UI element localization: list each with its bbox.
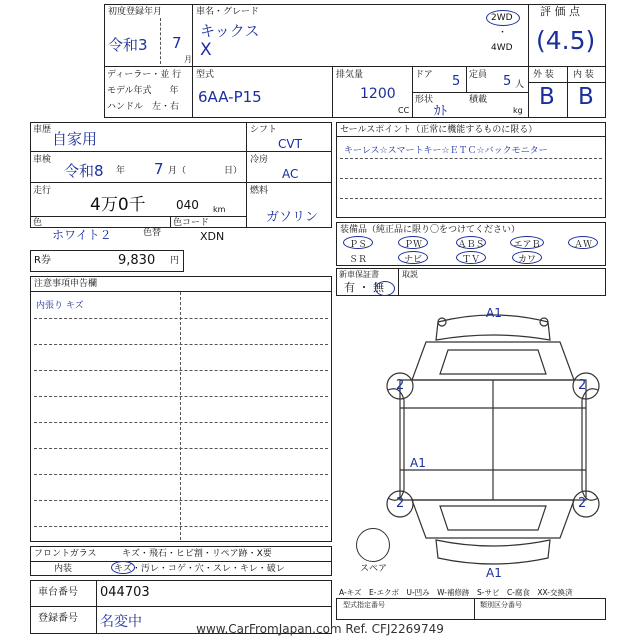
fuel: ガソリン (266, 210, 319, 225)
watermark-footer: www.CarFromJapan.com Ref. CFJ2269749 (196, 622, 444, 636)
interior-cond-label: 内装 (54, 564, 73, 574)
glass-options: キズ・飛石・ヒビ割・リペア跡・X要 (122, 549, 272, 559)
dealer-label: ディーラー・並 行 (107, 70, 182, 80)
eq-abs: ＡＢＳ (457, 240, 485, 250)
chassis-number: 044703 (100, 585, 150, 600)
warranty-value: 有 ・ 無 (344, 281, 384, 294)
car-name-label: 車名・グレード (196, 7, 260, 17)
shift: CVT (278, 137, 302, 151)
spare-label: スペア (360, 564, 388, 574)
km-unit: km (213, 205, 226, 214)
color-label: 色 (33, 218, 43, 228)
tire-rear-right: 2 (578, 496, 587, 511)
ac: AC (282, 167, 299, 181)
eval-score: (4.5) (536, 26, 596, 55)
usage: 自家用 (52, 130, 98, 148)
shape-label: 形状 (415, 95, 434, 105)
eq-tv: ＴＶ (461, 255, 480, 265)
exterior-grade: B (539, 84, 555, 110)
recycle-box (30, 250, 184, 272)
first-reg-month: 7 (172, 34, 182, 52)
warranty-label: 新車保証書 (339, 270, 379, 279)
drive-2wd: 2WD (491, 13, 513, 23)
displacement-label: 排気量 (336, 70, 364, 80)
damage-legend: A-キズ E-エクボ U-凹み W-補修跡 S-サビ C-腐食 XX-交換済 (339, 588, 573, 597)
chassis-label: 車台番号 (38, 587, 78, 598)
drive-4wd: 4WD (491, 43, 513, 53)
header-box (104, 4, 606, 118)
model-code: 6AA-P15 (198, 88, 262, 106)
damage-rear: A1 (486, 566, 502, 580)
eq-leather: カワ (517, 255, 536, 265)
cc-unit: CC (398, 106, 410, 115)
eq-aw: ＡＷ (573, 240, 592, 250)
sales-point-title: セールスポイント（正常に機能するものに限る） (340, 125, 538, 135)
color-change-label: 色替 (143, 228, 162, 238)
first-reg-era: 令和3 (108, 36, 148, 54)
interior-scratch-circle (111, 561, 135, 574)
eq-sr: ＳＲ (348, 255, 367, 265)
eq-pw: ＰＷ (403, 240, 422, 250)
usage-label: 車歴 (33, 125, 52, 135)
mileage: 4万0千 (90, 195, 146, 215)
shift-label: シフト (250, 125, 278, 135)
tire-front-left: 2 (396, 378, 405, 393)
eq-airbag: エアＢ (513, 240, 541, 250)
class-number-label: 類別区分番号 (480, 601, 522, 609)
drive-dot: ・ (498, 28, 508, 38)
interior-label: 内 装 (573, 70, 594, 80)
notes-title: 注意事項申告欄 (34, 279, 98, 289)
capacity: 5 (503, 74, 512, 89)
recycle-value: 9,830 (118, 253, 156, 268)
tire-front-right: 2 (578, 378, 587, 393)
notes-box (30, 276, 332, 542)
color: ホワイト２ (52, 228, 112, 242)
recycle-unit: 円 (170, 256, 180, 266)
displacement: 1200 (360, 86, 396, 102)
damage-side: A1 (410, 456, 426, 470)
interior-grade: B (578, 84, 594, 110)
tire-rear-left: 2 (396, 496, 405, 511)
color-code: XDN (200, 230, 225, 243)
type-spec-label: 型式指定番号 (343, 601, 385, 609)
equipment-title: 装備品（純正品に限り〇をつけてください） (340, 225, 521, 235)
eq-ps: ＰＳ (348, 240, 367, 250)
fuel-label: 燃料 (250, 186, 269, 196)
month-unit: 月 (184, 55, 192, 64)
registration-label: 登録番号 (38, 613, 78, 624)
mileage-sub: 040 (176, 198, 199, 212)
inspection-month: 7 (154, 160, 164, 178)
car-grade: X (200, 40, 212, 60)
damage-front: A1 (486, 306, 502, 320)
capacity-unit: 人 (515, 80, 525, 90)
sales-point-text: キーレス☆スマートキー☆ＥＴＣ☆バックモニター (344, 146, 548, 156)
eval-label: 評 価 点 (540, 5, 580, 18)
door-label: ドア (415, 70, 433, 80)
car-name: キックス (200, 22, 260, 40)
inspection-day-unit: 日） (224, 166, 243, 176)
model-year-label: モデル年式 年 (107, 86, 179, 96)
shape: ｶﾄ (434, 104, 447, 119)
manual-label: 取説 (402, 270, 418, 279)
inspection-label: 車検 (33, 155, 52, 165)
ac-label: 冷房 (250, 155, 269, 165)
type-label: 型式 (196, 70, 215, 80)
inspection-year-unit: 年 (116, 166, 126, 176)
registration-value: 名変中 (100, 614, 142, 630)
first-reg-label: 初度登録年月 (108, 7, 163, 17)
capacity-label: 定員 (469, 70, 488, 80)
car-diagram (378, 300, 608, 580)
inspection-era: 令和8 (64, 162, 104, 180)
kg-unit: kg (513, 106, 523, 115)
notes-text: 内張り キズ (36, 301, 84, 311)
doors: 5 (452, 74, 461, 89)
recycle-label: R券 (34, 255, 51, 266)
color-code-label: 色コード (173, 218, 210, 228)
eq-navi: ナビ (403, 255, 422, 265)
handle-label: ハンドル 左・右 (107, 102, 180, 112)
interior-options: キズ・汚レ・コゲ・穴・スレ・キレ・破レ (114, 564, 285, 574)
exterior-label: 外 装 (533, 70, 554, 80)
load-label: 積載 (469, 95, 488, 105)
spare-tire-circle (356, 528, 390, 562)
warranty-none-circle (375, 281, 395, 296)
glass-label: フロントガラス (34, 549, 97, 559)
mileage-label: 走行 (33, 186, 52, 196)
inspection-month-unit: 月（ (168, 166, 187, 176)
